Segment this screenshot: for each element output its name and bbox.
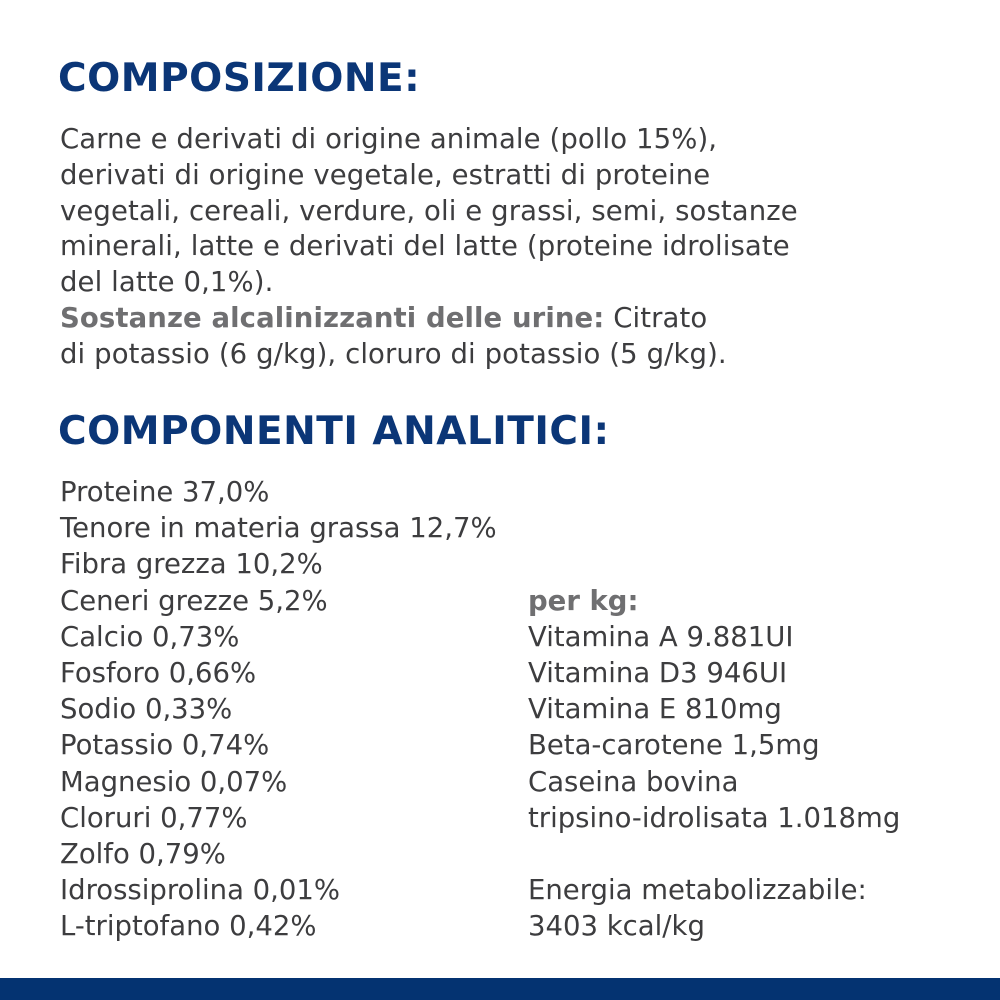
analytical-list [60, 474, 497, 944]
per-kg-item: Vitamina E 810mg [528, 693, 782, 726]
per-kg-item: tripsino-idrolisata 1.018mg [528, 801, 901, 834]
alkalizing-text-line2: di potassio (6 g/kg), cloruro di potassio (5 g/kg). [60, 337, 727, 370]
energy-value: 3403 kcal/kg [528, 910, 705, 943]
alkalizing-label: Sostanze alcalinizzanti delle urine: [60, 301, 605, 334]
composition-line: Carne e derivati di origine animale (pollo 15%), [60, 123, 718, 155]
per-kg-item: Vitamina A 9.881UI [528, 620, 794, 653]
analytical-item: Cloruri 0,77% [60, 801, 248, 834]
footer-band [0, 978, 1000, 1000]
composition-line: del latte 0,1%). [60, 266, 274, 299]
per-kg-item: Beta-carotene 1,5mg [528, 729, 820, 762]
analytical-components-heading: COMPONENTI ANALITICI: [58, 409, 610, 454]
composition-heading: COMPOSIZIONE: [58, 56, 421, 101]
per-kg-list [528, 583, 900, 945]
per-kg-item: Vitamina D3 946UI [528, 656, 788, 689]
analytical-item: Fibra grezza 10,2% [60, 548, 323, 581]
analytical-item: L-triptofano 0,42% [60, 910, 317, 943]
analytical-item: Potassio 0,74% [60, 729, 270, 762]
analytical-item: Idrossiprolina 0,01% [60, 874, 341, 907]
analytical-item: Tenore in materia grassa 12,7% [60, 512, 497, 545]
analytical-item: Proteine 37,0% [60, 476, 270, 508]
analytical-item: Fosforo 0,66% [60, 656, 257, 689]
analytical-item: Calcio 0,73% [60, 620, 240, 653]
analytical-item: Ceneri grezze 5,2% [60, 584, 328, 617]
analytical-item: Sodio 0,33% [60, 693, 233, 726]
per-kg-label: per kg: [528, 584, 639, 617]
per-kg-item: Caseina bovina [528, 765, 739, 798]
analytical-item: Zolfo 0,79% [60, 837, 226, 870]
alkalizing-line [60, 301, 980, 337]
analytical-item: Magnesio 0,07% [60, 765, 288, 798]
composition-text [60, 122, 980, 373]
energy-label: Energia metabolizzabile: [528, 874, 867, 907]
spacer [528, 836, 900, 872]
composition-line: vegetali, cereali, verdure, oli e grassi, semi, sostanze [60, 194, 798, 227]
composition-line: minerali, latte e derivati del latte (proteine idrolisate [60, 230, 790, 263]
alkalizing-text: Citrato [604, 301, 708, 334]
composition-line: derivati di origine vegetale, estratti di proteine [60, 158, 711, 191]
